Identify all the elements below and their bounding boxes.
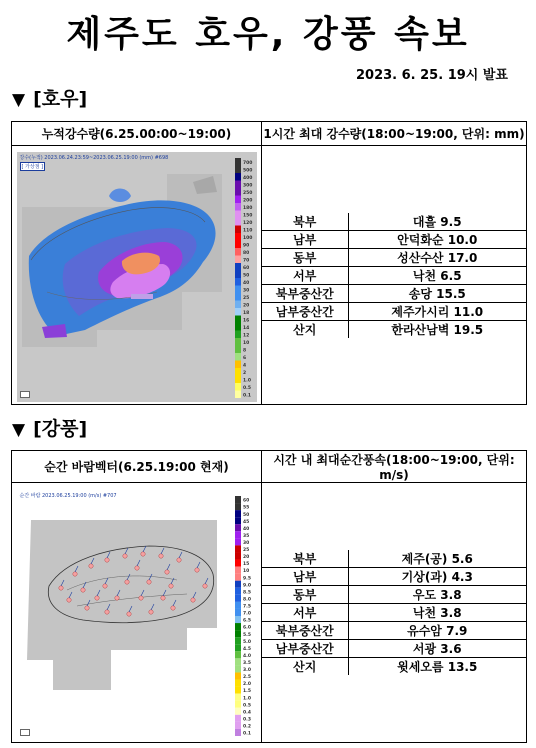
legend-swatch: [235, 346, 241, 354]
table-row: [262, 320, 526, 338]
legend-swatch: [235, 166, 241, 174]
legend-label: 30: [242, 288, 249, 294]
measured-value: 15.5: [436, 286, 466, 301]
legend-label: 70: [242, 258, 249, 264]
station-value-cell: [348, 568, 526, 586]
legend-swatch: [235, 376, 241, 384]
station-name: 한라산남벽: [391, 322, 450, 337]
table-row: [262, 213, 526, 231]
station-value-cell: [348, 658, 526, 676]
legend-swatch: [235, 573, 241, 580]
legend-label: 2: [242, 371, 246, 376]
wind-station-marker: [84, 605, 88, 609]
legend-label: 16: [242, 318, 249, 324]
wind-station-marker: [190, 597, 194, 601]
issue-date: 2023. 6. 25. 19시 발표: [355, 68, 508, 83]
legend-label: 14: [242, 326, 249, 331]
region-cell: 산지: [262, 658, 348, 676]
table-row: [262, 586, 526, 604]
legend-label: 500: [242, 168, 252, 174]
rain-table-header: 1시간 최대 강수량(18:00~19:00, 단위: mm): [262, 122, 527, 146]
section-rain-heading: [12, 84, 87, 111]
wind-table-cell: [262, 483, 527, 743]
legend-swatch: [235, 293, 241, 301]
wind-station-marker: [122, 553, 126, 557]
legend-label: 0.1: [242, 393, 251, 399]
table-row: [262, 266, 526, 284]
wind-station-marker: [72, 571, 76, 575]
legend-swatch: [235, 256, 241, 264]
wind-panel: [11, 450, 527, 743]
legend-label: 1.5: [242, 688, 251, 694]
legend-label: 700: [242, 161, 252, 166]
wind-station-marker: [168, 583, 172, 587]
legend-swatch: [235, 594, 241, 601]
measured-value: 11.0: [453, 304, 484, 319]
legend-label: 8: [242, 348, 246, 354]
legend-label: 20: [242, 303, 249, 309]
station-name: 제주(공): [401, 552, 448, 566]
legend-label: 180: [242, 206, 252, 211]
measured-value: 3.8: [440, 588, 462, 602]
legend-swatch: [235, 728, 241, 735]
wind-station-marker: [88, 563, 92, 567]
wind-station-marker: [202, 583, 206, 587]
region-cell: 산지: [262, 320, 348, 338]
station-value-cell: [348, 586, 526, 604]
legend-swatch: [235, 707, 241, 714]
measured-value: 13.5: [447, 660, 478, 674]
region-cell: 서부: [262, 266, 348, 284]
measured-value: 19.5: [453, 322, 484, 337]
wind-station-marker: [170, 605, 174, 609]
legend-label: 120: [242, 221, 252, 226]
table-row: [262, 640, 526, 658]
station-name: 기상(과): [401, 570, 448, 584]
wind-station-marker: [140, 551, 144, 555]
legend-swatch: [235, 248, 241, 256]
legend-swatch: [235, 721, 241, 728]
legend-swatch: [235, 203, 241, 211]
station-value-cell: [348, 248, 526, 266]
rain-map-tag: [ 가상점 ]: [21, 164, 44, 170]
legend-label: 2.5: [242, 674, 251, 680]
legend-label: 10: [242, 568, 249, 574]
legend-label: 0.5: [242, 386, 251, 391]
legend-label: 6.5: [242, 618, 251, 624]
wind-station-marker: [164, 569, 168, 573]
legend-swatch: [235, 158, 241, 166]
legend-swatch: [235, 233, 241, 241]
legend-label: 25: [242, 296, 249, 301]
station-name: 윗세오름: [397, 660, 444, 674]
station-name: 안덕화순: [397, 232, 444, 247]
legend-swatch: [235, 316, 241, 324]
station-name: 송당: [408, 286, 432, 301]
legend-label: 6.0: [242, 625, 251, 631]
legend-swatch: [235, 353, 241, 361]
legend-swatch: [235, 658, 241, 665]
legend-label: 20: [242, 554, 249, 560]
legend-swatch: [235, 308, 241, 316]
legend-label: 4.5: [242, 646, 251, 652]
legend-swatch: [235, 524, 241, 531]
measured-value: 17.0: [447, 250, 478, 265]
legend-label: 12: [242, 333, 249, 339]
legend-swatch: [235, 271, 241, 279]
table-row: [262, 658, 526, 676]
legend-swatch: [235, 559, 241, 566]
legend-label: 55: [242, 505, 249, 511]
legend-label: 400: [242, 176, 252, 181]
station-value-cell: [348, 604, 526, 622]
legend-swatch: [235, 517, 241, 524]
table-row: [262, 302, 526, 320]
wind-station-marker: [66, 597, 70, 601]
legend-swatch: [235, 188, 241, 196]
measured-value: 6.5: [440, 268, 462, 283]
region-cell: 남부중산간: [262, 302, 348, 320]
legend-swatch: [235, 637, 241, 644]
table-row: [262, 622, 526, 640]
legend-label: 15: [242, 561, 249, 567]
wind-station-marker: [126, 611, 130, 615]
rain-map-scale-icon: [20, 391, 30, 398]
legend-swatch: [235, 331, 241, 339]
page-title: 제주도 호우, 강풍 속보: [66, 14, 470, 55]
legend-swatch: [235, 665, 241, 672]
legend-label: 40: [242, 526, 249, 532]
legend-label: 4: [242, 363, 246, 369]
station-value-cell: [348, 302, 526, 320]
wind-station-marker: [104, 609, 108, 613]
legend-swatch: [235, 531, 241, 538]
legend-swatch: [235, 601, 241, 608]
legend-swatch: [235, 503, 241, 510]
wind-max-table: [262, 550, 526, 675]
legend-label: 60: [242, 498, 249, 504]
legend-label: 50: [242, 273, 249, 279]
legend-swatch: [235, 323, 241, 331]
wind-station-marker: [80, 587, 84, 591]
region-cell: 북부: [262, 213, 348, 231]
wind-station-marker: [146, 579, 150, 583]
legend-swatch: [235, 361, 241, 369]
legend-swatch: [235, 338, 241, 346]
legend-label: 150: [242, 213, 252, 219]
station-name: 서광: [412, 642, 437, 656]
legend-swatch: [235, 496, 241, 503]
region-cell: 남부: [262, 568, 348, 586]
legend-swatch: [235, 714, 241, 721]
section-rain-label: [호우]: [33, 88, 88, 110]
table-row: [262, 230, 526, 248]
legend-label: 25: [242, 547, 249, 553]
legend-swatch: [235, 651, 241, 658]
legend-swatch: [235, 538, 241, 545]
legend-swatch: [235, 286, 241, 294]
station-value-cell: [348, 213, 526, 231]
legend-label: 3.0: [242, 667, 251, 673]
legend-label: 0.5: [242, 702, 251, 708]
rain-legend: [235, 152, 257, 402]
station-name: 유수암: [407, 624, 442, 638]
legend-swatch: [235, 263, 241, 271]
legend-label: 110: [242, 228, 252, 234]
legend-swatch: [235, 241, 241, 249]
table-row: [262, 284, 526, 302]
station-value-cell: [348, 640, 526, 658]
legend-label: 0.2: [242, 724, 251, 730]
legend-label: 7.5: [242, 604, 251, 610]
station-name: 우도: [412, 588, 437, 602]
legend-swatch: [235, 623, 241, 630]
rain-map-cell: [12, 146, 262, 405]
legend-label: 18: [242, 311, 249, 316]
legend-swatch: [235, 700, 241, 707]
wind-map-graphic: [17, 490, 257, 740]
wind-map-header: 순간 바람벡터(6.25.19:00 현재): [12, 451, 262, 483]
legend-label: 80: [242, 251, 249, 256]
legend-swatch: [235, 383, 241, 391]
legend-swatch: [235, 510, 241, 517]
legend-swatch: [235, 693, 241, 700]
section-wind-label: [강풍]: [33, 418, 88, 440]
legend-label: 7.0: [242, 611, 251, 617]
station-name: 성산수산: [397, 250, 444, 265]
legend-swatch: [235, 211, 241, 219]
station-value-cell: [348, 230, 526, 248]
legend-label: 5.0: [242, 639, 251, 645]
measured-value: 10.0: [447, 232, 478, 247]
region-cell: 동부: [262, 248, 348, 266]
measured-value: 7.9: [446, 624, 468, 638]
wind-station-marker: [94, 595, 98, 599]
legend-swatch: [235, 686, 241, 693]
wind-map-scale-icon: [20, 729, 30, 736]
station-name: 낙천: [412, 606, 437, 620]
legend-label: 10: [242, 341, 249, 346]
rain-map-caption: 강수(누적) 2023.06.24.23:59~2023.06.25.19:00 (mm) #698: [19, 155, 169, 161]
table-row: [262, 550, 526, 568]
legend-label: 45: [242, 519, 249, 525]
wind-map: [17, 490, 257, 740]
station-value-cell: [348, 320, 526, 338]
legend-label: 250: [242, 191, 252, 196]
wind-table-header: 시간 내 최대순간풍속(18:00~19:00, 단위: m/s): [262, 451, 527, 483]
legend-swatch: [235, 672, 241, 679]
legend-swatch: [235, 181, 241, 189]
legend-label: 2.0: [242, 681, 251, 687]
legend-swatch: [235, 218, 241, 226]
legend-label: 1.0: [242, 378, 251, 384]
legend-label: 60: [242, 266, 249, 271]
region-cell: 서부: [262, 604, 348, 622]
rain-table-cell: [262, 146, 527, 405]
legend-label: 100: [242, 236, 252, 241]
wind-station-marker: [102, 583, 106, 587]
station-value-cell: [348, 550, 526, 568]
legend-swatch: [235, 368, 241, 376]
legend-label: 9.0: [242, 582, 251, 588]
station-name: 낙천: [412, 268, 437, 283]
legend-swatch: [235, 587, 241, 594]
wind-map-caption: 순간 바람 2023.06.25.19:00 (m/s) #707: [19, 492, 117, 499]
legend-label: 4.0: [242, 653, 251, 659]
legend-label: 3.5: [242, 660, 251, 666]
legend-swatch: [235, 644, 241, 651]
region-cell: 동부: [262, 586, 348, 604]
rain-map: [17, 152, 257, 402]
measured-value: 3.8: [440, 606, 462, 620]
station-value-cell: [348, 266, 526, 284]
legend-label: 8.5: [242, 589, 251, 595]
rain-max-table: [262, 213, 526, 338]
station-value-cell: [348, 284, 526, 302]
wind-station-marker: [114, 595, 118, 599]
legend-label: 40: [242, 281, 249, 286]
legend-swatch: [235, 391, 241, 399]
measured-value: 3.6: [440, 642, 462, 656]
measured-value: 9.5: [440, 214, 462, 229]
legend-swatch: [235, 566, 241, 573]
wind-legend: [235, 490, 257, 740]
wind-station-marker: [194, 567, 198, 571]
region-cell: 남부중산간: [262, 640, 348, 658]
region-cell: 북부: [262, 550, 348, 568]
legend-label: 0.3: [242, 716, 251, 722]
region-cell: 남부: [262, 230, 348, 248]
wind-station-marker: [138, 595, 142, 599]
wind-map-cell: [12, 483, 262, 743]
legend-label: 0.4: [242, 709, 251, 715]
legend-swatch: [235, 679, 241, 686]
station-name: 대흘: [412, 214, 437, 229]
wind-station-marker: [58, 585, 62, 589]
legend-swatch: [235, 616, 241, 623]
wind-station-marker: [160, 595, 164, 599]
wind-station-marker: [158, 553, 162, 557]
station-value-cell: [348, 622, 526, 640]
wind-station-marker: [176, 557, 180, 561]
table-row: [262, 248, 526, 266]
legend-label: 9.5: [242, 575, 251, 581]
measured-value: 5.6: [451, 552, 473, 566]
table-row: [262, 604, 526, 622]
legend-swatch: [235, 545, 241, 552]
legend-label: 50: [242, 512, 249, 518]
legend-label: 5.5: [242, 632, 251, 638]
legend-swatch: [235, 173, 241, 181]
legend-label: 0.1: [242, 731, 251, 737]
legend-swatch: [235, 196, 241, 204]
legend-label: 35: [242, 533, 249, 539]
legend-swatch: [235, 580, 241, 587]
legend-label: 300: [242, 183, 252, 189]
region-cell: 북부중산간: [262, 622, 348, 640]
wind-station-marker: [124, 579, 128, 583]
rain-panel: [11, 121, 527, 405]
legend-label: 6: [242, 356, 246, 361]
legend-swatch: [235, 278, 241, 286]
region-cell: 북부중산간: [262, 284, 348, 302]
station-name: 제주가시리: [391, 304, 450, 319]
measured-value: 4.3: [451, 570, 473, 584]
table-row: [262, 568, 526, 586]
section-wind-heading: [12, 414, 87, 441]
wind-station-marker: [134, 565, 138, 569]
legend-swatch: [235, 226, 241, 234]
legend-swatch: [235, 552, 241, 559]
legend-label: 1.0: [242, 695, 251, 701]
wind-station-marker: [148, 609, 152, 613]
triangle-down-icon: ▼: [12, 420, 26, 440]
wind-station-marker: [104, 557, 108, 561]
legend-label: 8.0: [242, 596, 251, 602]
legend-label: 30: [242, 540, 249, 546]
legend-swatch: [235, 301, 241, 309]
legend-swatch: [235, 630, 241, 637]
legend-swatch: [235, 608, 241, 615]
legend-label: 90: [242, 243, 249, 249]
rain-map-header: 누적강수량(6.25.00:00~19:00): [12, 122, 262, 146]
triangle-down-icon: ▼: [12, 90, 26, 110]
legend-label: 200: [242, 198, 252, 204]
rain-map-graphic: [17, 152, 257, 402]
